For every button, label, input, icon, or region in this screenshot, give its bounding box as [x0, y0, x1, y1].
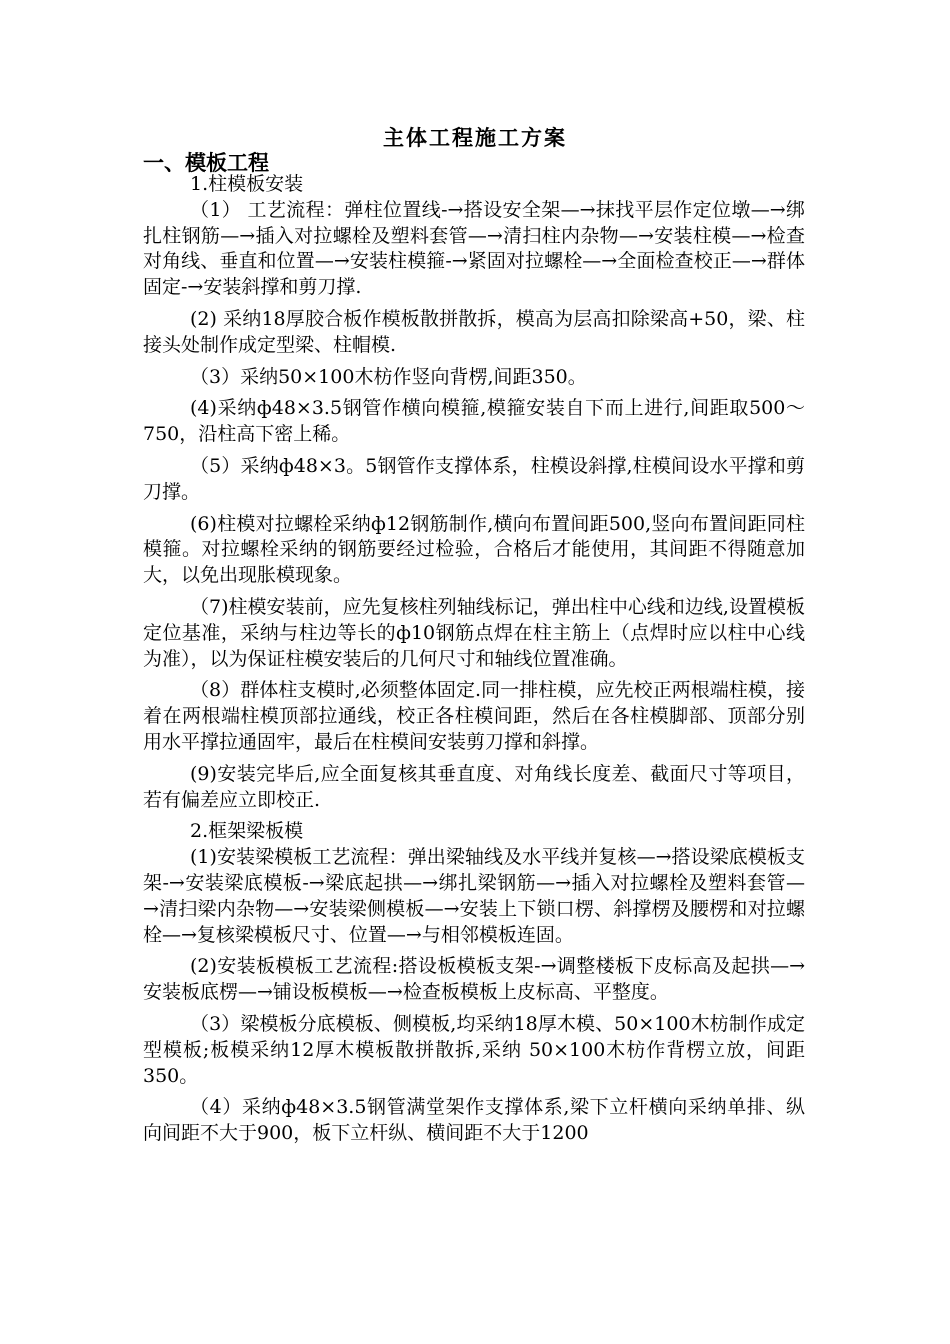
paragraph: (2) 采纳18厚胶合板作模板散拼散拆，模高为层高扣除梁高+50，梁、柱接头处制作成定型梁、柱帽模.: [143, 307, 805, 356]
paragraph: （5）采纳ф48×3。5钢管作支撑体系，柱模设斜撑,柱模间设水平撑和剪刀撑。: [143, 454, 805, 503]
document-body: [143, 172, 805, 1153]
paragraph: （1） 工艺流程：弹柱位置线-→搭设安全架—→抹找平层作定位墩—→绑扎柱钢筋—→插入对拉螺栓及塑料套管—→清扫柱内杂物—→安装柱模—→检查对角线、垂直和位置—→安装柱模箍-→紧固对拉螺栓—→全面检查校正—→群体固定-→安装斜撑和剪刀撑.: [143, 198, 805, 299]
paragraph: （7)柱模安装前，应先复核柱列轴线标记，弹出柱中心线和边线,设置模板定位基准，采纳与柱边等长的ф10钢筋点焊在柱主筋上（点焊时应以柱中心线为准），以为保证柱模安装后的几何尺寸和轴线位置准确。: [143, 595, 805, 670]
paragraph: （4）采纳ф48×3.5钢管满堂架作支撑体系,梁下立杆横向采纳单排、纵向间距不大于900，板下立杆纵、横间距不大于1200: [143, 1096, 805, 1145]
subsection-heading: 2.框架梁板模: [190, 820, 304, 843]
paragraph: (6)柱模对拉螺栓采纳ф12钢筋制作,横向布置间距500,竖向布置间距同柱模箍。对拉螺栓采纳的钢筋要经过检验，合格后才能使用，其间距不得随意加大，以免出现胀模现象。: [143, 512, 805, 587]
paragraph: (1)安装梁模板工艺流程：弹出梁轴线及水平线并复核—→搭设梁底模板支架-→安装梁底模板-→梁底起拱—→绑扎梁钢筋—→插入对拉螺栓及塑料套管—→清扫梁内杂物—→安装梁侧模板—→安装上下锁口楞、斜撑楞及腰楞和对拉螺栓—→复核梁模板尺寸、位置—→与相邻模板连固。: [143, 846, 805, 946]
document-title: 主体工程施工方案: [383, 125, 567, 150]
subsection-heading: 1.柱模板安装: [190, 173, 304, 195]
paragraph: (9)安装完毕后,应全面复核其垂直度、对角线长度差、截面尺寸等项目，若有偏差应立即校正.: [143, 762, 805, 811]
paragraph: （8）群体柱支模时,必须整体固定.同一排柱模，应先校正两根端柱模，接着在两根端柱模顶部拉通线，校正各柱模间距，然后在各柱模脚部、顶部分别用水平撑拉通固牢，最后在柱模间安装剪刀撑和斜撑。: [143, 679, 805, 753]
section-heading: 一、模板工程: [143, 150, 269, 175]
paragraph: (2)安装板模板工艺流程:搭设板模板支架-→调整楼板下皮标高及起拱—→安装板底楞—→铺设板模板—→检查板模板上皮标高、平整度。: [143, 955, 805, 1004]
paragraph: (4)采纳ф48×3.5钢管作横向模箍,模箍安装自下而上进行,间距取500～750，沿柱高下密上稀。: [143, 397, 805, 446]
paragraph: （3）梁模板分底模板、侧模板,均采纳18厚木模、50×100木枋制作成定型模板;板模采纳12厚木模板散拼散拆,采纳 50×100木枋作背楞立放，间距350。: [143, 1012, 805, 1087]
paragraph: （3）采纳50×100木枋作竖向背楞,间距350。: [190, 365, 587, 388]
